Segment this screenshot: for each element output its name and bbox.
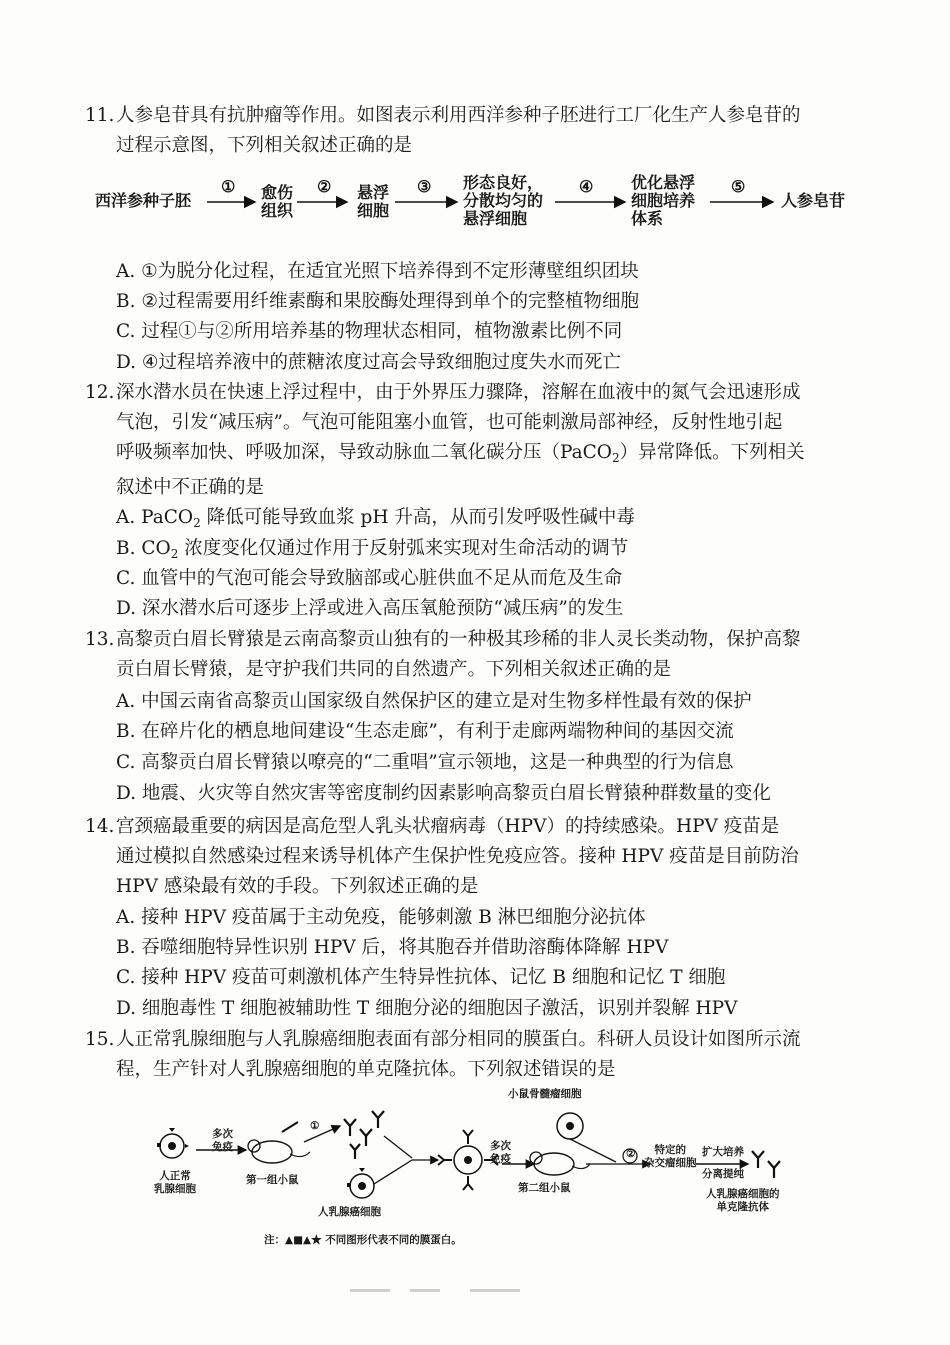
q12-option-c: C. 血管中的气泡可能会导致脑部或心脏供血不足从而危及生命 [116,568,623,589]
antibodies-icon [344,1111,384,1159]
label-step-2: ② [626,1148,636,1160]
label-myeloma: 小鼠骨髓瘤细胞 [508,1088,582,1100]
question-number: 14. [85,816,115,837]
question-stem: 高黎贡白眉长臂猿是云南高黎贡山独有的一种极其珍稀的非人灵长类动物，保护高黎 贡白眉长臂猿，是守护我们共同的自然遗产。下列相关叙述正确的是 [116,629,801,680]
q12-option-d: D. 深水潜水后可逐步上浮或进入高压氧舱预防“减压病”的发生 [116,598,624,619]
flow-step-5: ⑤ [731,177,746,196]
q14-option-a: A. 接种 HPV 疫苗属于主动免疫，能够刺激 B 淋巴细胞分泌抗体 [116,907,646,928]
question-number: 12. [85,382,115,403]
merge-line-2 [374,1160,412,1184]
label-immunize-2: 多次 免疫 [490,1140,511,1165]
question-number: 15. [85,1029,115,1050]
q12-option-a: A. PaCO$_2$ 降低可能导致血浆 pH 升高，从而引发呼吸性碱中毒 [116,507,635,530]
myeloma-cell-icon [557,1113,583,1139]
flow-end: 人参皂苷 [781,191,846,210]
question-12 [85,378,875,503]
label-mouse-2: 第二组小鼠 [518,1182,571,1194]
q13-option-c: C. 高黎贡白眉长臂猿以嘹亮的“二重唱”宣示领地，这是一种典型的行为信息 [116,752,734,773]
question-13 [85,625,875,685]
question-11 [85,101,875,161]
myeloma-line [570,1139,616,1162]
label-mouse-1: 第一组小鼠 [246,1174,299,1186]
flow-step-3: ③ [417,177,432,196]
q14-option-d: D. 细胞毒性 T 细胞被辅助性 T 细胞分泌的细胞因子激活，识别并裂解 HPV [116,998,738,1019]
cancer-cell-icon [347,1168,374,1198]
process-flow-diagram [95,172,875,234]
flow-start: 西洋参种子胚 [95,191,192,210]
label-purify: 分离提纯 [702,1168,744,1180]
question-stem: 人参皂苷具有抗肿瘤等作用。如图表示利用西洋参种子胚进行工厂化生产人参皂苷的 过程示意图，下列相关叙述正确的是 [116,105,801,156]
flow-node-suspension: 悬浮 细胞 [357,183,390,220]
normal-breast-cell-icon [157,1128,189,1158]
q12-option-b: B. $CO_2$ 浓度变化仅通过作用于反射弧来实现对生命活动的调节 [116,538,629,561]
question-15 [85,1025,875,1085]
flow-step-2: ② [317,177,332,196]
label-immunize-1: 多次 免疫 [212,1128,233,1153]
question-stem: 宫颈癌最重要的病因是高危型人乳头状瘤病毒（HPV）的持续感染。HPV 疫苗是 通过模拟自然感染过程来诱导机体产生保护性免疫应答。接种 HPV 疫苗是目前防治 HPV 感染最有效的手段。下列叙述正确的是 [116,816,799,897]
question-stem: 人正常乳腺细胞与人乳腺癌细胞表面有部分相同的膜蛋白。科研人员设计如图所示流 程，生产针对人乳腺癌细胞的单克隆抗体。下列叙述错误的是 [116,1029,801,1080]
monoclonal-antibody-icon [752,1151,780,1178]
label-hybridoma: 特定的 杂交瘤细胞 [644,1144,697,1169]
q11-option-d: D. ④过程培养液中的蔗糖浓度过高会导致细胞过度失水而死亡 [116,352,622,373]
merge-line-1 [384,1136,412,1158]
flow-node-optimized-system: 优化悬浮 细胞培养 体系 [631,173,696,228]
question-stem: 深水潜水员在快速上浮过程中，由于外界压力骤降，溶解在血液中的氮气会迅速形成 气泡，引发“减压病”。气泡可能阻塞小血管，也可能刺激局部神经，反射性地引起 呼吸频率加快、呼吸加深，导致动脉血二氧化碳分压（PaCO$_2$）异常降低。下列相关 叙述中不正确的是 [116,382,805,498]
q13-option-d: D. 地震、火灾等自然灾害等密度制约因素影响高黎贡白眉长臂猿种群数量的变化 [116,783,771,804]
q13-option-a: A. 中国云南省高黎贡山国家级自然保护区的建立是对生物多样性最有效的保护 [116,691,752,712]
label-cancer-cell: 人乳腺癌细胞 [318,1206,381,1218]
question-number: 13. [85,629,115,650]
monoclonal-antibody-diagram [150,1088,800,1258]
q11-option-c: C. 过程①与②所用培养基的物理状态相同，植物激素比例不同 [116,321,623,342]
question-number: 11. [85,105,115,126]
label-antibody: 人乳腺癌细胞的 单克隆抗体 [706,1188,780,1213]
mouse-2-icon [530,1152,590,1175]
mouse-1-icon [248,1122,310,1163]
q14-option-b: B. 吞噬细胞特异性识别 HPV 后，将其胞吞并借助溶酶体降解 HPV [116,937,669,958]
footer-faded-text [330,1288,590,1294]
q11-option-a: A. ①为脱分化过程，在适宜光照下培养得到不定形薄壁组织团块 [116,261,639,282]
flow-step-4: ④ [579,177,594,196]
question-14 [85,812,875,902]
label-expand: 扩大培养 [702,1146,744,1158]
q14-option-c: C. 接种 HPV 疫苗可刺激机体产生特异性抗体、记忆 B 细胞和记忆 T 细胞 [116,967,726,988]
cancer-cell-antibody-icon [438,1130,498,1190]
q11-option-b: B. ②过程需要用纤维素酶和果胶酶处理得到单个的完整植物细胞 [116,291,639,312]
flow-node-good-cells: 形态良好， 分散均匀的 悬浮细胞 [463,173,544,228]
flow-step-1: ① [221,177,236,196]
label-step-1: ① [310,1120,320,1132]
flow-node-callus: 愈伤 组织 [261,183,294,220]
q13-option-b: B. 在碎片化的栖息地间建设“生态走廊”，有利于走廊两端物种间的基因交流 [116,721,734,742]
diagram-note: 注：▲■▲★ 不同图形代表不同的膜蛋白。 [264,1234,462,1246]
label-normal-cell: 人正常 乳腺细胞 [154,1170,196,1195]
